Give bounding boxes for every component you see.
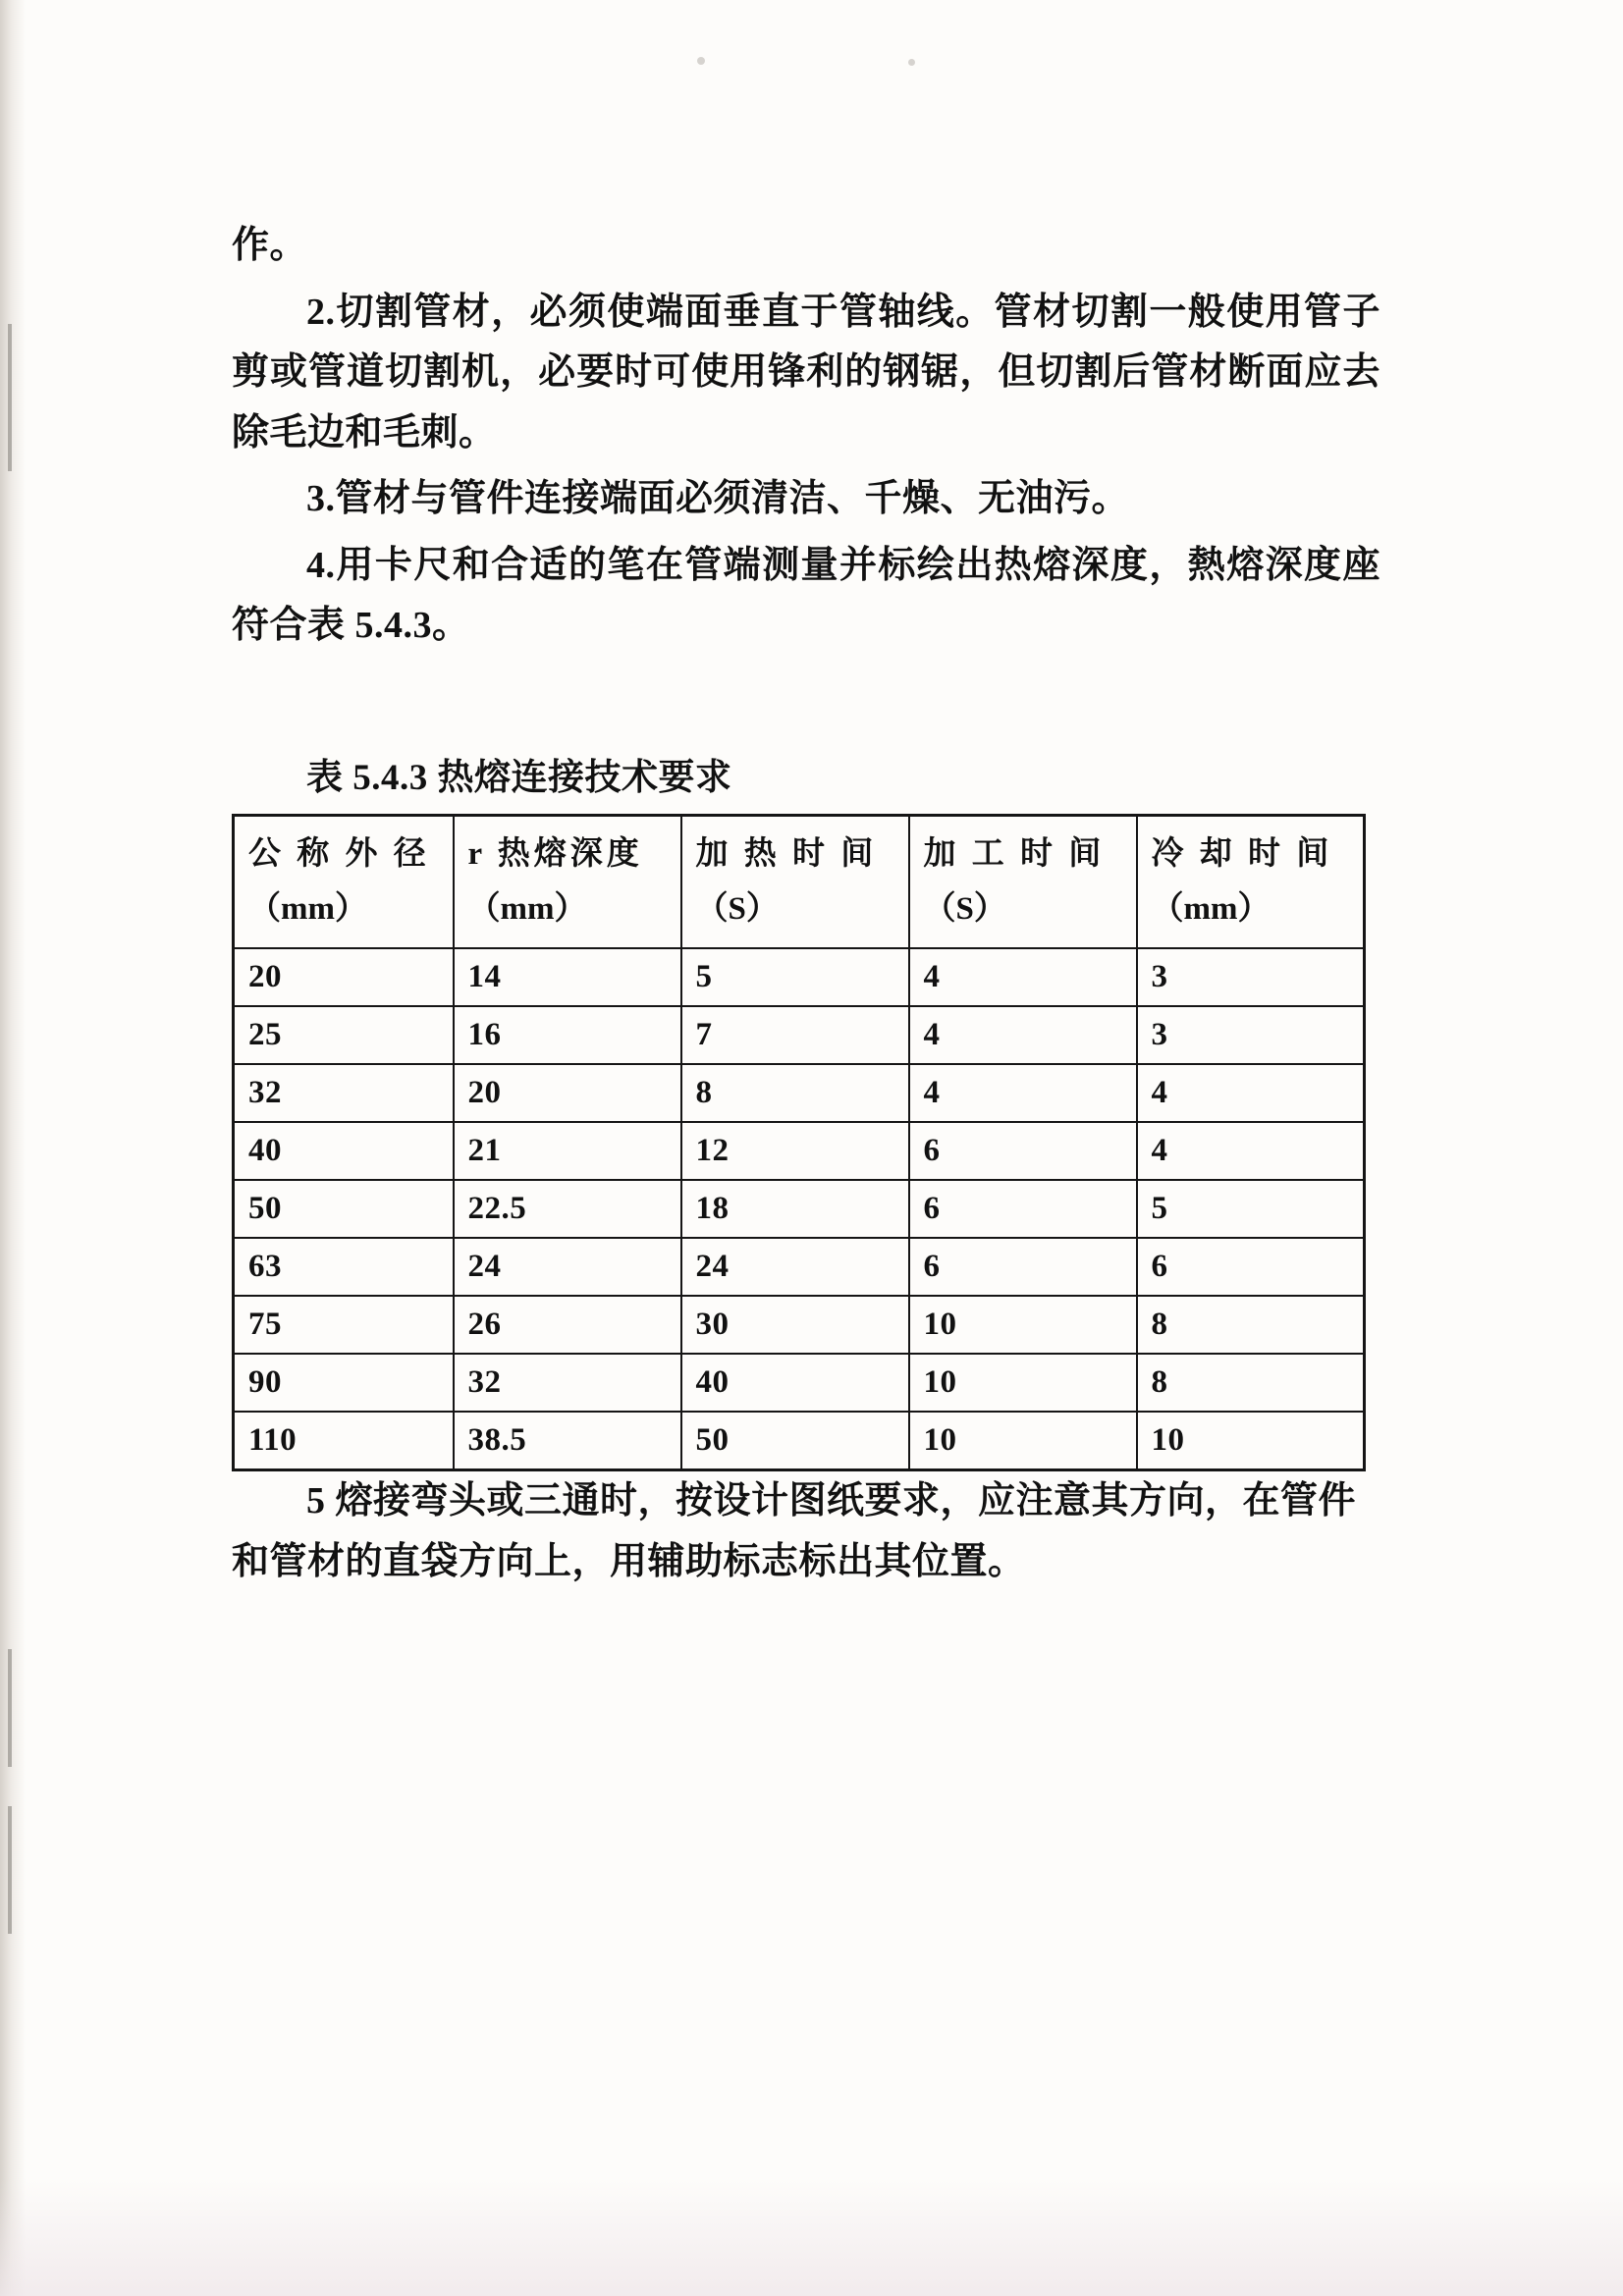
table-cell: 50 [234, 1180, 454, 1238]
scan-speck [697, 57, 705, 65]
table-cell: 25 [234, 1006, 454, 1064]
header-unit: （mm） [467, 890, 587, 927]
table-column-header-1 [454, 815, 681, 948]
table-cell: 8 [681, 1064, 909, 1122]
header-unit: （S） [695, 890, 779, 927]
header-title: 冷 却 时 间 [1151, 836, 1333, 873]
table-cell: 50 [681, 1412, 909, 1470]
table-cell: 75 [234, 1296, 454, 1354]
table-column-header-4 [1137, 815, 1365, 948]
paragraph-3: 4.用卡尺和合适的笔在管端测量并标绘出热熔深度，熱熔深度座符合表 5.4.3。 [232, 544, 1380, 647]
table-cell: 4 [1137, 1064, 1365, 1122]
table-header-row [234, 815, 1365, 948]
table-cell: 4 [909, 1064, 1137, 1122]
table-cell: 10 [909, 1354, 1137, 1412]
table-cell: 32 [454, 1354, 681, 1412]
header-unit: （mm） [1151, 890, 1271, 927]
table-cell: 3 [1137, 948, 1365, 1006]
table-cell: 4 [1137, 1122, 1365, 1180]
table-cell: 14 [454, 948, 681, 1006]
table-cell: 90 [234, 1354, 454, 1412]
table-cell: 5 [1137, 1180, 1365, 1238]
table-row [234, 1006, 1365, 1064]
table-row [234, 1122, 1365, 1180]
table-cell: 6 [1137, 1238, 1365, 1296]
table-cell: 10 [1137, 1412, 1365, 1470]
table-cell: 21 [454, 1122, 681, 1180]
table-cell: 4 [909, 948, 1137, 1006]
table-row [234, 1296, 1365, 1354]
scan-artifact-mark [8, 1806, 12, 1934]
table-cell: 63 [234, 1238, 454, 1296]
scan-edge-shadow [0, 0, 26, 2296]
table-cell: 5 [681, 948, 909, 1006]
table-cell: 40 [234, 1122, 454, 1180]
table-cell: 20 [234, 948, 454, 1006]
table-column-header-0 [234, 815, 454, 948]
scan-speck [908, 59, 915, 66]
table-cell: 24 [681, 1238, 909, 1296]
header-title: 加 工 时 间 [923, 836, 1106, 873]
header-unit: （mm） [248, 890, 367, 927]
table-cell: 7 [681, 1006, 909, 1064]
table-row [234, 1354, 1365, 1412]
paragraph-1: 2.切割管材，必须使端面垂直于管轴线。管材切割一般使用管子剪或管道切割机，必要时可使用锋利的钢锯，但切割后管材断面应去除毛边和毛刺。 [232, 291, 1380, 454]
table-row [234, 1412, 1365, 1470]
table-cell: 12 [681, 1122, 909, 1180]
table-cell: 26 [454, 1296, 681, 1354]
header-title: r 热熔深度 [467, 836, 643, 873]
table-cell: 10 [909, 1296, 1137, 1354]
table-row [234, 1180, 1365, 1238]
table-cell: 22.5 [454, 1180, 681, 1238]
spec-table [232, 814, 1366, 1472]
page-content [232, 216, 1380, 1592]
table-cell: 16 [454, 1006, 681, 1064]
header-title: 加 热 时 间 [695, 836, 878, 873]
table-cell: 8 [1137, 1296, 1365, 1354]
scan-bottom-shading [0, 2178, 1623, 2296]
table-cell: 24 [454, 1238, 681, 1296]
table-column-header-3 [909, 815, 1137, 948]
table-cell: 38.5 [454, 1412, 681, 1470]
table-cell: 40 [681, 1354, 909, 1412]
header-unit: （S） [923, 890, 1006, 927]
table-cell: 4 [909, 1006, 1137, 1064]
header-title: 公 称 外 径 [248, 836, 430, 873]
table-caption: 表 5.4.3 热熔连接技术要求 [306, 757, 732, 798]
scan-artifact-mark [8, 324, 12, 471]
paragraph-0: 作。 [232, 225, 308, 266]
table-cell: 30 [681, 1296, 909, 1354]
table-column-header-2 [681, 815, 909, 948]
table-cell: 6 [909, 1238, 1137, 1296]
table-row [234, 1238, 1365, 1296]
vertical-spacer [232, 663, 1380, 747]
table-cell: 110 [234, 1412, 454, 1470]
table-cell: 6 [909, 1180, 1137, 1238]
table-row [234, 1064, 1365, 1122]
paragraph-after-table: 5 熔接弯头或三通时，按设计图纸要求，应注意其方向，在管件和管材的直袋方向上，用辅助标志标出其位置。 [232, 1480, 1357, 1582]
table-cell: 32 [234, 1064, 454, 1122]
table-row [234, 948, 1365, 1006]
scan-artifact-mark [8, 1649, 12, 1767]
table-cell: 8 [1137, 1354, 1365, 1412]
table-cell: 6 [909, 1122, 1137, 1180]
table-cell: 10 [909, 1412, 1137, 1470]
table-cell: 3 [1137, 1006, 1365, 1064]
table-cell: 20 [454, 1064, 681, 1122]
table-cell: 18 [681, 1180, 909, 1238]
paragraph-2: 3.管材与管件连接端面必须清洁、千燥、无油污。 [306, 478, 1130, 520]
